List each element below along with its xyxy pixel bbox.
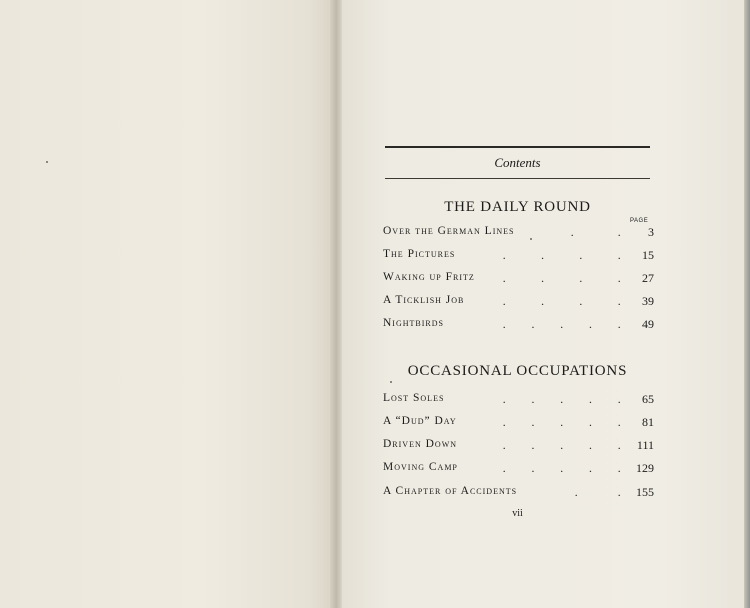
toc-leader-dots: . . . . xyxy=(503,294,621,308)
paper-speck xyxy=(390,381,392,383)
toc-entry-title: Over the German Lines xyxy=(383,225,515,237)
toc-entry xyxy=(383,485,658,503)
header-rule-top xyxy=(385,146,650,148)
paper-speck xyxy=(46,161,48,163)
toc-entry-page: 129 xyxy=(636,461,654,475)
toc-entry-page: 3 xyxy=(648,225,654,239)
toc-entry-title: Lost Soles xyxy=(383,392,445,404)
toc-entry-title: Driven Down xyxy=(383,438,458,450)
toc-entry-page: 27 xyxy=(642,271,654,285)
toc-entry-page: 39 xyxy=(642,294,654,308)
toc-entry-title: Moving Camp xyxy=(383,461,458,473)
contents-title: Contents xyxy=(494,155,541,170)
toc-entry-title: A “Dud” Day xyxy=(383,415,457,427)
toc-entry-title: A Chapter of Accidents xyxy=(383,485,518,497)
toc-entry-page: 49 xyxy=(642,317,654,331)
section-heading-daily-round: THE DAILY ROUND xyxy=(444,199,591,215)
toc-leader-dots: . . . . . xyxy=(503,392,621,406)
toc-entry xyxy=(383,392,658,410)
toc-entry-page: 15 xyxy=(642,248,654,262)
toc-entry-page: 81 xyxy=(642,415,654,429)
toc-entry xyxy=(383,461,658,479)
page-folio: vii xyxy=(512,508,523,519)
toc-entry xyxy=(383,415,658,433)
toc-entry xyxy=(383,248,658,266)
toc-entry xyxy=(383,271,658,289)
toc-entry xyxy=(383,225,658,243)
header-rule-bottom xyxy=(385,178,650,179)
toc-leader-dots: . . . . . xyxy=(503,438,621,452)
toc-leader-dots: . . . . . xyxy=(503,415,621,429)
page-column-label: PAGE xyxy=(630,218,649,224)
section-heading-occasional-occupations: OCCASIONAL OCCUPATIONS xyxy=(407,363,628,379)
toc-entry-title: The Pictures xyxy=(383,248,456,260)
toc-leader-dots: . . . . . xyxy=(503,317,621,331)
toc-leader-dots: . . . . xyxy=(503,271,621,285)
toc-entry-page: 155 xyxy=(636,485,654,499)
toc-entry xyxy=(383,294,658,312)
toc-leader-dots: . . . . xyxy=(503,248,621,262)
toc-entry-page: 111 xyxy=(636,438,654,452)
left-page-blank xyxy=(0,0,336,608)
toc-entry xyxy=(383,317,658,335)
toc-leader-dots: . . xyxy=(575,485,621,499)
toc-entry-title: A Ticklish Job xyxy=(383,294,465,306)
toc-entry-title: Nightbirds xyxy=(383,317,444,329)
toc-entry-title: Waking up Fritz xyxy=(383,271,475,283)
toc-entry xyxy=(383,438,658,456)
toc-leader-dots: . . xyxy=(571,225,621,239)
toc-leader-dots: . . . . . xyxy=(503,461,621,475)
page-edge xyxy=(744,0,750,608)
toc-entry-page: 65 xyxy=(642,392,654,406)
